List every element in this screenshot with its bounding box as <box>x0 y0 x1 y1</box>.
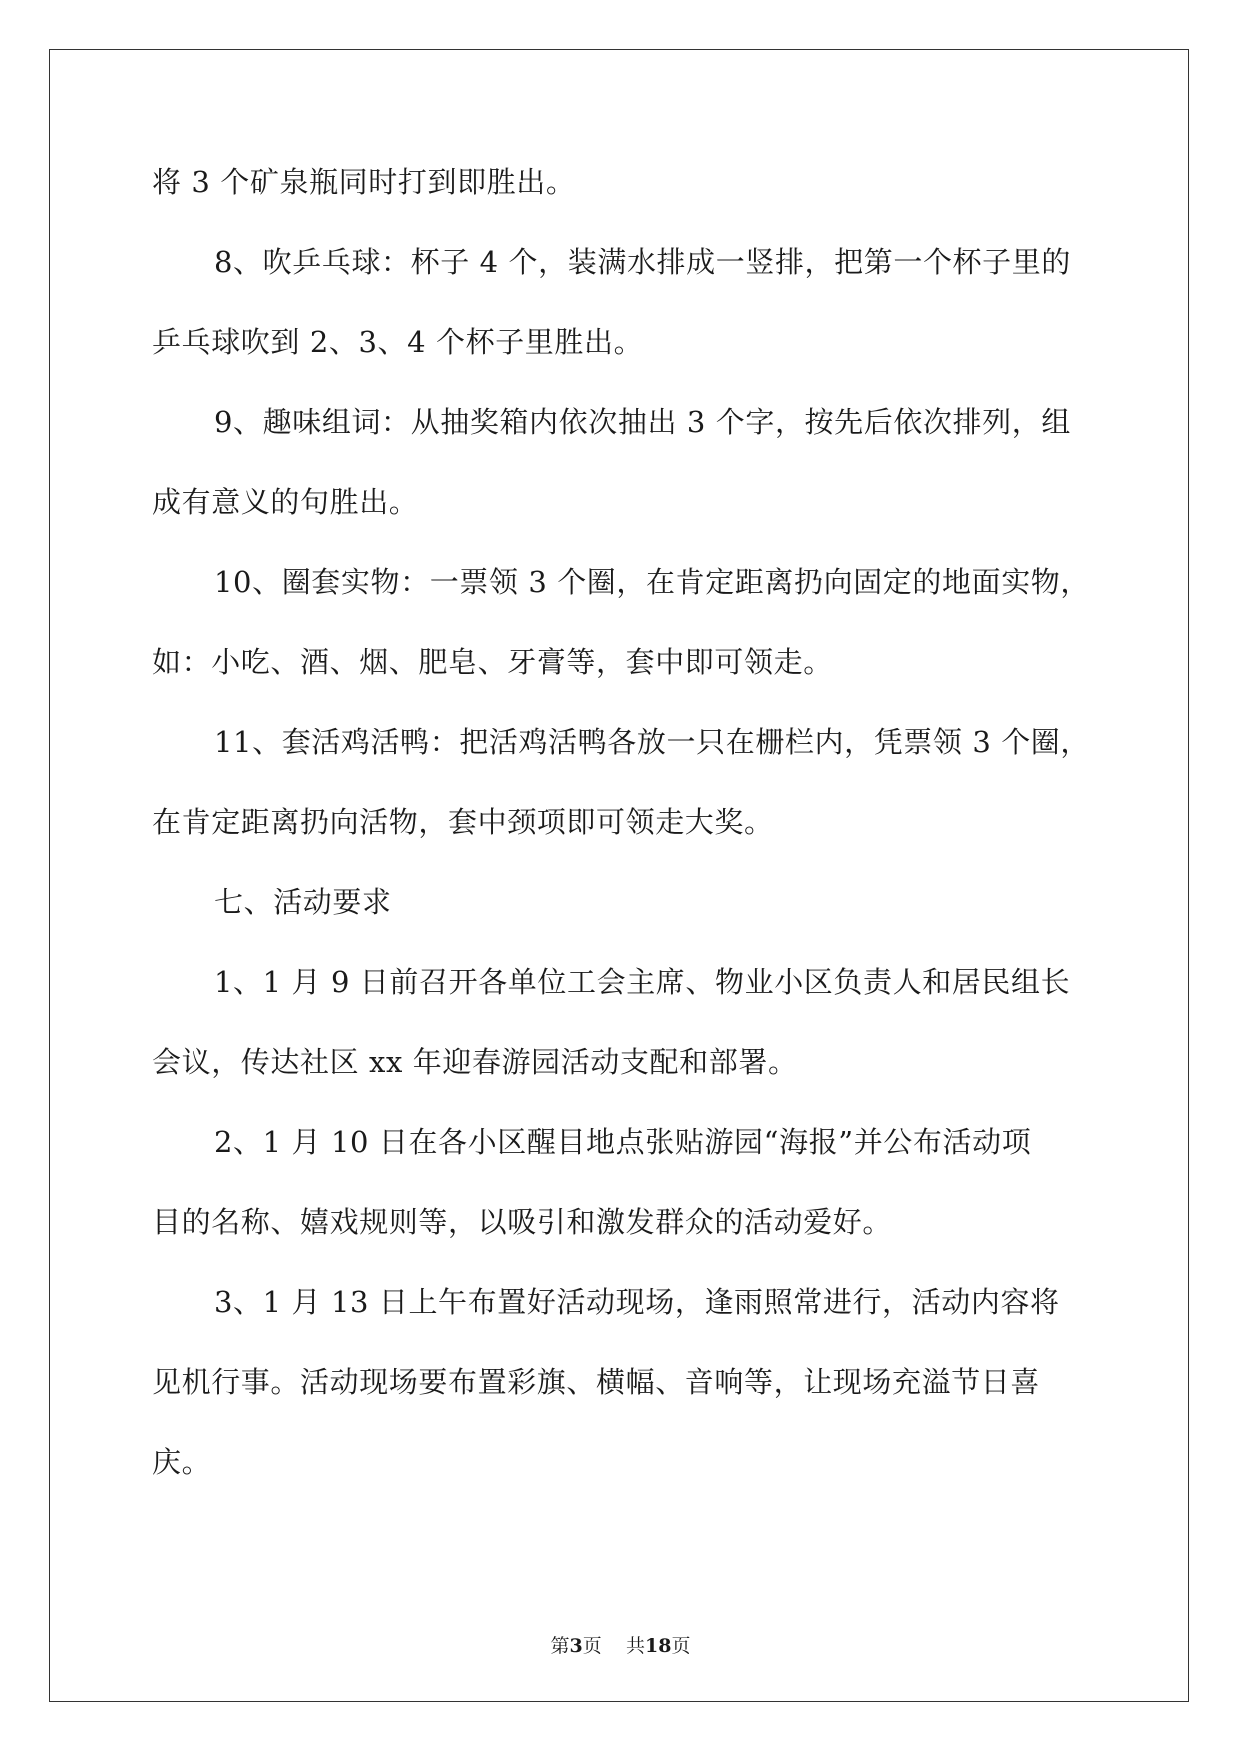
paragraph-line: 3、1 月 13 日上午布置好活动现场，逢雨照常进行，活动内容将 <box>214 1285 1060 1319</box>
paragraph-line: 见机行事。活动现场要布置彩旗、横幅、音响等，让现场充溢节日喜 <box>152 1365 1041 1399</box>
paragraph-line: 将 3 个矿泉瓶同时打到即胜出。 <box>152 165 576 199</box>
paragraph-line: 10、圈套实物：一票领 3 个圈，在肯定距离扔向固定的地面实物， <box>214 565 1090 599</box>
page-prefix: 第 <box>550 1635 570 1657</box>
total-prefix: 共 <box>625 1635 645 1657</box>
paragraph-line: 庆。 <box>152 1445 212 1479</box>
section-heading: 七、活动要求 <box>214 885 392 919</box>
page-total: 18 <box>644 1635 672 1657</box>
page-border <box>49 49 1189 1702</box>
page-footer <box>0 1634 1241 1658</box>
paragraph-line: 会议，传达社区 xx 年迎春游园活动支配和部署。 <box>152 1045 798 1079</box>
paragraph-line: 9、趣味组词：从抽奖箱内依次抽出 3 个字，按先后依次排列，组 <box>214 405 1071 439</box>
page-number: 3 <box>569 1635 583 1657</box>
paragraph-line: 11、套活鸡活鸭：把活鸡活鸭各放一只在栅栏内，凭票领 3 个圈， <box>214 725 1090 759</box>
paragraph-line: 2、1 月 10 日在各小区醒目地点张贴游园“海报”并公布活动项 <box>214 1125 1032 1159</box>
paragraph-line: 如：小吃、酒、烟、肥皂、牙膏等，套中即可领走。 <box>152 645 833 679</box>
paragraph-line: 1、1 月 9 日前召开各单位工会主席、物业小区负责人和居民组长 <box>214 965 1071 999</box>
paragraph-line: 8、吹乒乓球：杯子 4 个，装满水排成一竖排，把第一个杯子里的 <box>214 245 1071 279</box>
paragraph-line: 在肯定距离扔向活物，套中颈项即可领走大奖。 <box>152 805 774 839</box>
paragraph-line: 乒乓球吹到 2、3、4 个杯子里胜出。 <box>152 325 644 359</box>
total-suffix: 页 <box>671 1635 691 1657</box>
paragraph-line: 成有意义的句胜出。 <box>152 485 419 519</box>
paragraph-line: 目的名称、嬉戏规则等，以吸引和激发群众的活动爱好。 <box>152 1205 893 1239</box>
page-suffix: 页 <box>582 1635 602 1657</box>
